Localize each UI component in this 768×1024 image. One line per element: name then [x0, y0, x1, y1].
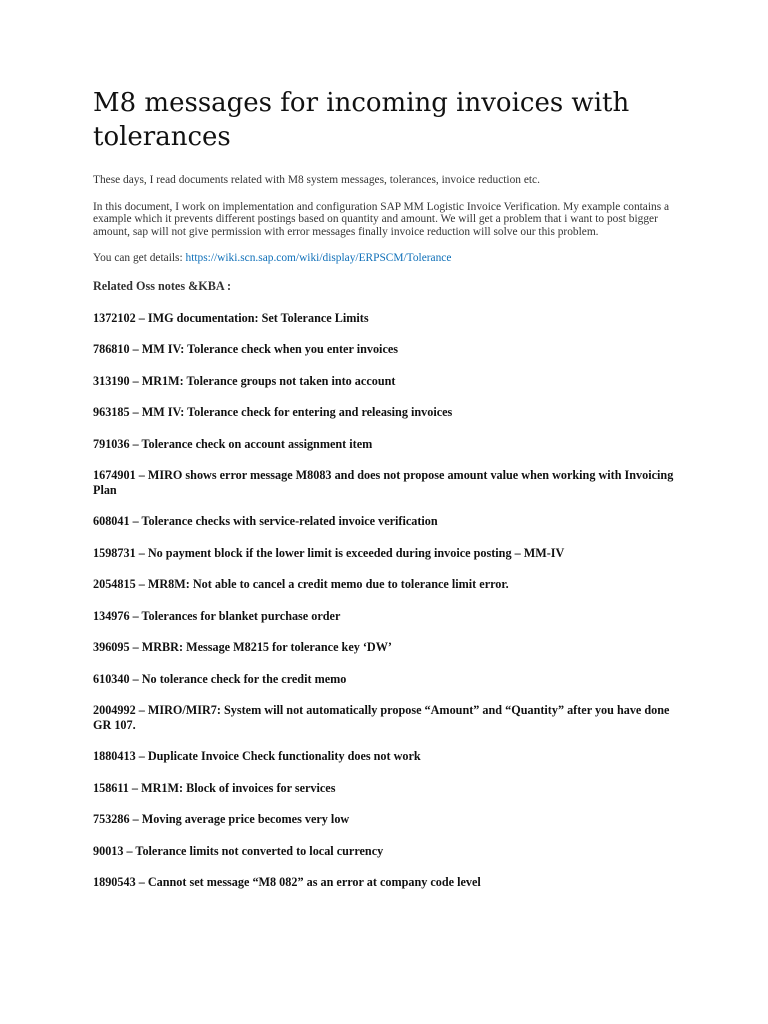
notes-list: [93, 311, 683, 890]
note-item: 786810 – MM IV: Tolerance check when you enter invoices: [93, 342, 399, 356]
note-item: 2004992 – MIRO/MIR7: System will not automatically propose “Amount” and “Quantity” after you have done GR 107.: [93, 703, 670, 732]
note-item: 2054815 – MR8M: Not able to cancel a credit memo due to tolerance limit error.: [93, 577, 509, 591]
note-item: 608041 – Tolerance checks with service-related invoice verification: [93, 514, 438, 528]
note-item: 963185 – MM IV: Tolerance check for entering and releasing invoices: [93, 405, 453, 419]
details-link[interactable]: https://wiki.scn.sap.com/wiki/display/ERPSCM/Tolerance: [185, 252, 452, 264]
related-notes-heading: Related Oss notes &KBA :: [93, 278, 232, 293]
details-paragraph: [93, 252, 683, 265]
note-item: 753286 – Moving average price becomes very low: [93, 812, 350, 826]
document-page: [93, 86, 683, 907]
note-item: 1372102 – IMG documentation: Set Tolerance Limits: [93, 310, 369, 325]
note-item: 134976 – Tolerances for blanket purchase order: [93, 608, 341, 623]
details-prefix: You can get details:: [93, 252, 186, 264]
intro-paragraph: These days, I read documents related with M8 system messages, tolerances, invoice reduction etc.: [93, 174, 540, 186]
note-item: 610340 – No tolerance check for the credit memo: [93, 671, 347, 686]
description-paragraph: In this document, I work on implementation and configuration SAP MM Logistic Invoice Verification. My example contains a example which it prevents different postings based on quantity and amount. We will get a problem that i want to post bigger amount, sap will not give permission with error messages finally invoice reduction will solve our this problem.: [93, 200, 670, 238]
note-item: 1674901 – MIRO shows error message M8083 and does not propose amount value when working with Invoicing Plan: [93, 468, 674, 497]
note-item: 313190 – MR1M: Tolerance groups not taken into account: [93, 373, 396, 388]
note-item: 396095 – MRBR: Message M8215 for tolerance key ‘DW’: [93, 640, 392, 654]
note-item: 1880413 – Duplicate Invoice Check functionality does not work: [93, 749, 421, 763]
note-item: 1598731 – No payment block if the lower limit is exceeded during invoice posting – MM-IV: [93, 545, 565, 560]
document-title: M8 messages for incoming invoices with tolerances: [93, 88, 630, 152]
note-item: 1890543 – Cannot set message “M8 082” as an error at company code level: [93, 875, 481, 889]
note-item: 90013 – Tolerance limits not converted to local currency: [93, 843, 384, 858]
note-item: 791036 – Tolerance check on account assignment item: [93, 436, 373, 451]
note-item: 158611 – MR1M: Block of invoices for services: [93, 780, 336, 795]
